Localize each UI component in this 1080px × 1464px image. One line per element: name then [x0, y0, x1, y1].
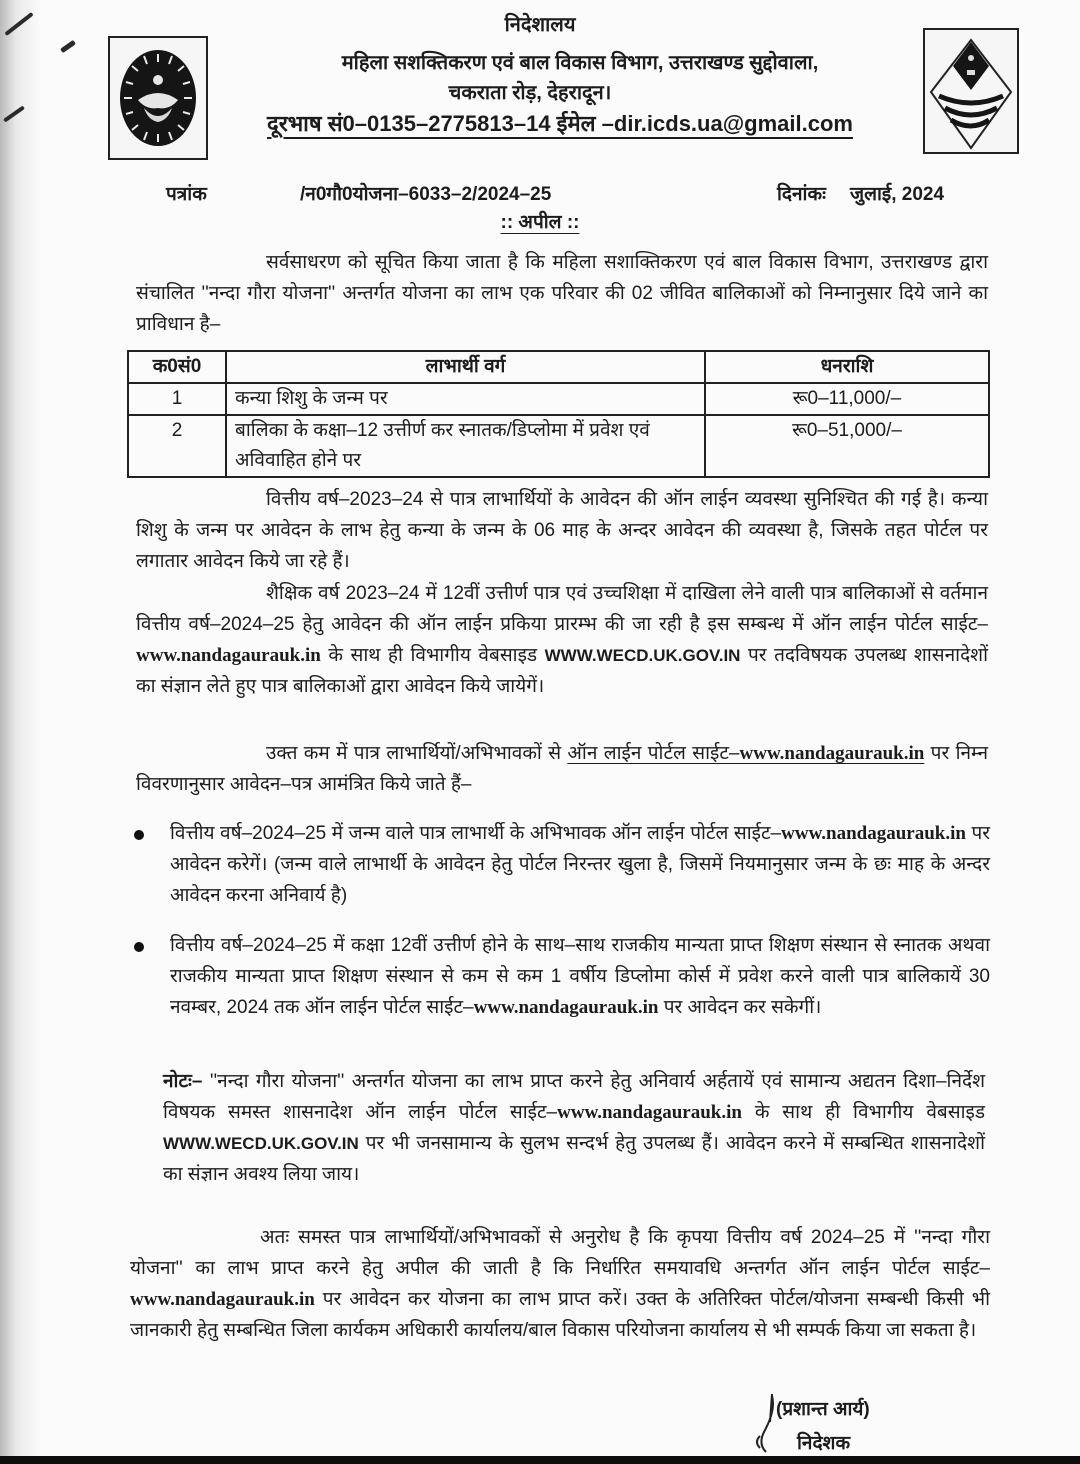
invitation-paragraph [136, 738, 988, 800]
portal-link[interactable]: www.nandagaurauk.in [781, 823, 966, 844]
invitation-text-b: पर निम्न विवरणानुसार आवेदन–पत्र आमंत्रित किये जाते हैं– [136, 743, 988, 795]
bullet-dot-icon [134, 942, 144, 952]
note-paragraph [163, 1066, 985, 1190]
table-row [128, 383, 989, 415]
closing-text-a: अतः समस्त पात्र लाभार्थियों/अभिभावकों से अनुरोध है कि कृपया वित्तीय वर्ष 2024–25 में ''नन्दा गौरा योजना'' का लाभ प्राप्त करने हेतु अपील की जाती है कि निर्धारित समयावधि अन्तर्गत ऑन लाईन पोर्टल साईट– [130, 1227, 990, 1279]
date-label: दिनांकः [777, 184, 826, 205]
portal-link[interactable]: www.nandagaurauk.in [473, 997, 659, 1018]
bullet-text-a: वित्तीय वर्ष–2024–25 में कक्षा 12वीं उत्तीर्ण होने के साथ–साथ राजकीय मान्यता प्राप्त शिक्षण संस्थान से स्नातक अथवा राजकीय मान्यता प्राप्त शिक्षण संस्थान से कम से कम 1 वर्षीय डिप्लोमा कोर्स में प्रवेश करने वाली पात्र बालिकायें 30 नवम्बर, 2024 तक ऑन लाईन पोर्टल साईट– [170, 935, 990, 1018]
department-website-link[interactable]: WWW.WECD.UK.GOV.IN [163, 1134, 359, 1153]
header-amount: धनराशि [705, 351, 989, 383]
row-amount: रू0–11,000/– [705, 383, 989, 415]
note-text-c: पर भी जनसामान्य के सुलभ सन्दर्भ हेतु उपलब्ध हैं। आवेदन करने में सम्बन्धित शासनादेशों का संज्ञान अवश्य लिया जाय। [163, 1133, 985, 1185]
note-text-a: ''नन्दा गौरा योजना'' अन्तर्गत योजना का लाभ प्राप्त करने हेतु अनिवार्य अर्हतायें एवं सामान्य अद्यतन दिशा–निर्देश विषयक समस्त शासनादेश ऑन लाईन पोर्टल साईट– [163, 1071, 985, 1123]
department-website-link[interactable]: WWW.WECD.UK.GOV.IN [544, 646, 741, 665]
header-category: लाभार्थी वर्ग [226, 351, 705, 383]
scan-bottom-edge [0, 1456, 1080, 1464]
online-system-paragraph [136, 484, 988, 577]
portal-label-underlined: ऑन लाईन पोर्टल साईट– [567, 743, 740, 764]
benefits-table [127, 350, 990, 478]
row-amount: रू0–51,000/– [705, 415, 989, 477]
subject-heading [0, 208, 1080, 234]
intro-paragraph [136, 247, 988, 340]
row-serial: 1 [128, 383, 226, 415]
portal-link[interactable]: www.nandagaurauk.in [739, 743, 925, 764]
academic-text-c: पर तदविषयक उपलब्ध शासनादेशों का संज्ञान लेते हुए पात्र बालिकाओं द्वारा आवेदन किये जायेगें। [136, 645, 988, 697]
invitation-text-a: उक्त कम में पात्र लाभार्थियों/अभिभावकों से [266, 743, 568, 764]
reference-number: /न0गौ0योजना–6033–2/2024–25 [300, 184, 552, 205]
office-address: चकराता रोड़, देहरादून। [448, 82, 612, 104]
portal-link[interactable]: www.nandagaurauk.in [557, 1102, 742, 1123]
bullet-text-b: पर आवेदन करेगें। (जन्म वाले लाभार्थी के आवेदन हेतु पोर्टल निरन्तर खुला है, जिसमें नियमानुसार जन्म के छः माह के अन्दर आवेदन करना अनिवार्य है) [170, 823, 991, 906]
signatory-name: (प्रशान्त आर्य) [776, 1399, 870, 1420]
row-category: बालिका के कक्षा–12 उत्तीर्ण कर स्नातक/डिप्लोमा में प्रवेश एवं अविवाहित होने पर [226, 415, 705, 477]
contact-details[interactable]: दूरभाष सं0–0135–2775813–14 ईमेल –dir.icds.ua@gmail.com [267, 111, 853, 136]
reference-label: पत्रांक [166, 184, 207, 205]
signatory-designation: निदेशक [797, 1433, 851, 1454]
subject-text: :: अपील :: [500, 212, 580, 233]
header-serial: क0सं0 [128, 351, 226, 383]
intro-text: सर्वसाधरण को सूचित किया जाता है कि महिला सशाक्तिकरण एवं बाल विकास विभाग, उत्तराखण्ड द्वारा संचालित ''नन्दा गौरा योजना'' अन्तर्गत योजना का लाभ एक परिवार की 02 जीवित बालिकाओं को निम्नानुसार दिये जाने का प्राविधान है– [136, 252, 988, 335]
row-category: कन्या शिशु के जन्म पर [226, 383, 705, 415]
table-row [128, 415, 989, 477]
office-title: निदेशालय [504, 14, 576, 36]
academic-text-a: शैक्षिक वर्ष 2023–24 में 12वीं उत्तीर्ण पात्र एवं उच्चशिक्षा में दाखिला लेने वाली पात्र बालिकाओं से वर्तमान वित्तीय वर्ष–2024–25 हेतु आवेदन की ऑन लाईन प्रकिया प्रारम्भ की जा रही है इस सम्बन्ध में ऑन लाईन पोर्टल साईट– [136, 583, 988, 635]
academic-paragraph [136, 578, 988, 702]
bullet-dot-icon [134, 830, 144, 840]
closing-text-b: पर आवेदन कर योजना का लाभ प्राप्त करें। उक्त के अतिरिक्त पोर्टल/योजना सम्बन्धी किसी भी जानकारी हेतु सम्बन्धित जिला कार्यकम अधिकारी कार्यालय/बाल विकास परियोजना कार्यालय से भी सम्पर्क किया जा सकता है। [130, 1289, 990, 1341]
online-system-text: वित्तीय वर्ष–2023–24 से पात्र लाभार्थियों के आवेदन की ऑन लाईन व्यवस्था सुनिश्चित की गई है। कन्या शिशु के जन्म पर आवेदन के लाभ हेतु कन्या के जन्म के 06 माह के अन्दर आवेदन की व्यवस्था है, जिसके तहत पोर्टल पर लगातार आवेदन किये जा रहे हैं। [136, 489, 988, 572]
note-text-b: के साथ ही विभागीय वेबसाइड [741, 1102, 985, 1123]
academic-text-b: के साथ ही विभागीय वेबसाइड [320, 645, 545, 666]
contact-line [20, 108, 1080, 138]
portal-link[interactable]: www.nandagaurauk.in [136, 645, 321, 666]
bullet-text-a: वित्तीय वर्ष–2024–25 में जन्म वाले पात्र लाभार्थी के अभिभावक ऑन लाईन पोर्टल साईट– [170, 823, 782, 844]
bullet-text-b: पर आवेदन कर सकेगीं। [658, 997, 822, 1018]
table-header-row [128, 351, 989, 383]
bullet-item [130, 818, 990, 911]
portal-link[interactable]: www.nandagaurauk.in [130, 1289, 315, 1310]
closing-paragraph [130, 1222, 990, 1346]
date-value: जुलाई, 2024 [850, 184, 945, 205]
row-serial: 2 [128, 415, 226, 477]
note-label: नोटः– [163, 1071, 203, 1092]
department-name: महिला सशक्तिकरण एवं बाल विकास विभाग, उत्तराखण्ड सुद्दोवाला, [341, 52, 819, 74]
bullet-item [130, 930, 990, 1023]
